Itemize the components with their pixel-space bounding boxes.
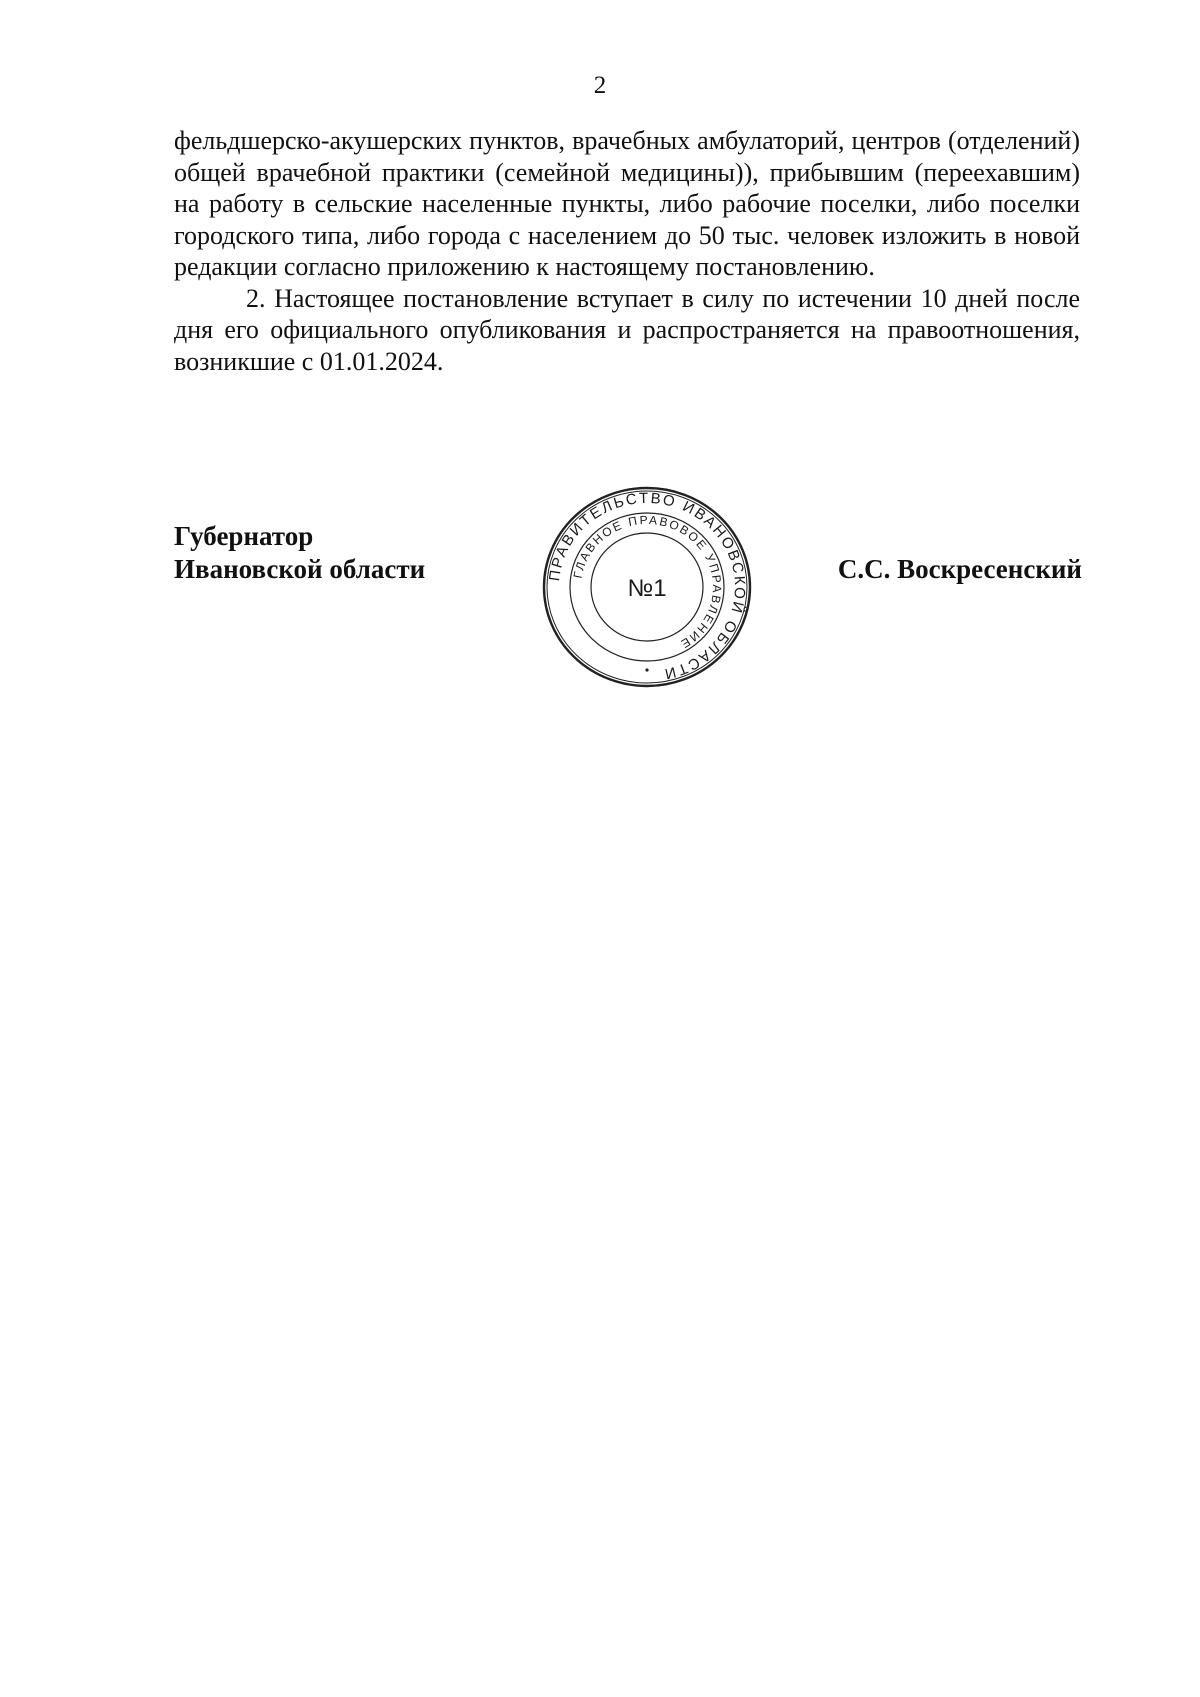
seal-inner-text: ГЛАВНОЕ ПРАВОВОЕ УПРАВЛЕНИЕ xyxy=(570,512,725,652)
signer-title-line-1: Губернатор xyxy=(174,521,314,551)
seal-dot xyxy=(645,668,648,671)
seal-center-number: №1 xyxy=(627,575,667,602)
page-number: 2 xyxy=(593,72,607,99)
paragraph-effective-date: 2. Настоящее постановление вступает в силу по истечении 10 дней после дня его официального опубликования и распространяется на правоотношения, возникшие с 01.01.2024. xyxy=(174,283,1080,376)
signer-title-line-2: Ивановской области xyxy=(174,554,426,584)
signer-name: С.С. Воскресенский xyxy=(837,554,1082,584)
signer-title xyxy=(174,520,425,586)
paragraph-continuation: фельдшерско-акушерских пунктов, врачебных амбулаторий, центров (отделений) общей врачебной практики (семейной медицины)), прибывшим (переехавшим) на работу в сельские населенные пункты, либо рабочие поселки, либо поселки городского типа, либо города с населением до 50 тыс. человек изложить в новой редакции согласно приложению к настоящему постановлению. xyxy=(174,126,1080,281)
seal-graphic xyxy=(538,482,756,692)
seal-outer-text: ПРАВИТЕЛЬСТВО ИВАНОВСКОЙ ОБЛАСТИ xyxy=(546,489,749,683)
document-body xyxy=(174,125,1080,377)
official-seal xyxy=(538,482,756,692)
